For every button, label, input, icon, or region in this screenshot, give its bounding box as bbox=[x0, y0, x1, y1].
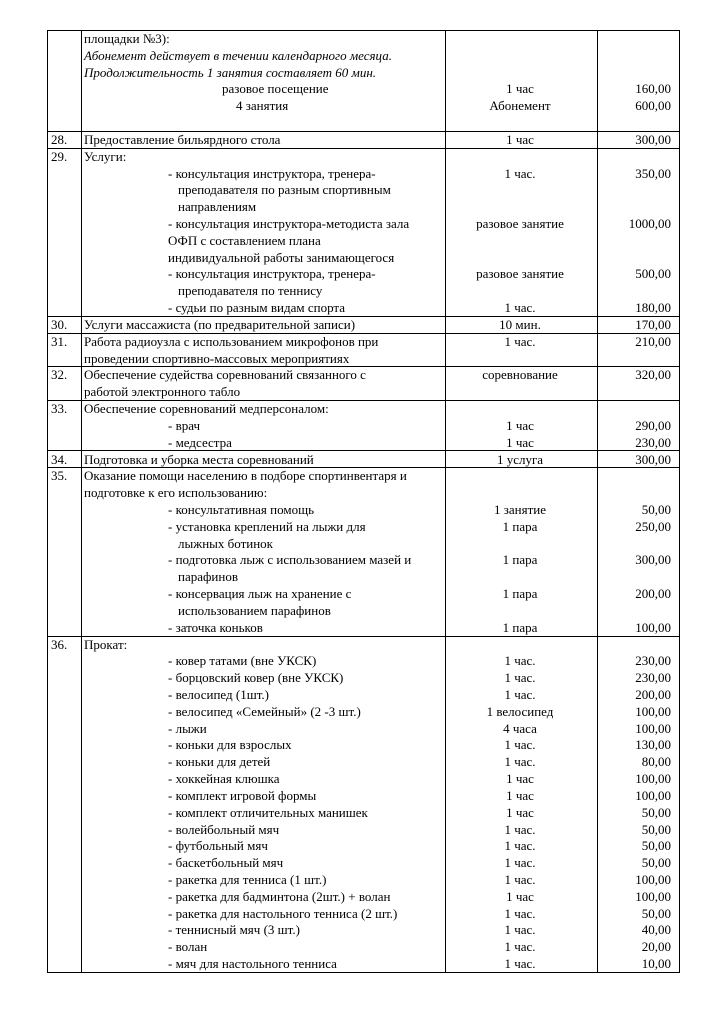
row-number: 33. bbox=[51, 401, 68, 417]
item-price: 50,00 bbox=[641, 501, 671, 517]
item-price: 80,00 bbox=[641, 754, 671, 770]
item-price: 50,00 bbox=[641, 804, 671, 820]
item-description: лыжных ботинок bbox=[178, 535, 273, 551]
item-unit: 1 пара bbox=[502, 586, 538, 602]
item-description: Прокат: bbox=[84, 636, 128, 652]
item-unit: 1 час. bbox=[504, 670, 536, 686]
item-unit: 1 час. bbox=[504, 939, 536, 955]
item-price: 50,00 bbox=[641, 855, 671, 871]
item-description: Обеспечение соревнований медперсоналом: bbox=[84, 401, 329, 417]
item-description: - судьи по разным видам спорта bbox=[168, 300, 346, 316]
column-rule bbox=[81, 30, 82, 973]
item-unit: 1 час bbox=[506, 787, 534, 803]
item-unit: 1 час. bbox=[504, 165, 536, 181]
row-number: 34. bbox=[51, 451, 68, 467]
column-rule bbox=[597, 30, 598, 973]
item-description: подготовке к его использованию: bbox=[84, 485, 268, 501]
row-number: 32. bbox=[51, 367, 68, 383]
item-unit: 1 пара bbox=[502, 619, 538, 635]
item-description: Подготовка и уборка места соревнований bbox=[84, 451, 314, 467]
item-description: работой электронного табло bbox=[84, 384, 241, 400]
item-price: 100,00 bbox=[635, 771, 671, 787]
item-price: 100,00 bbox=[635, 703, 671, 719]
item-description: - мяч для настольного тенниса bbox=[168, 956, 337, 972]
row-number: 30. bbox=[51, 316, 68, 332]
column-rule bbox=[47, 30, 48, 973]
item-description: - консервация лыж на хранение с bbox=[168, 586, 352, 602]
item-price: 250,00 bbox=[635, 518, 671, 534]
item-description: - ковер татами (вне УКСК) bbox=[168, 653, 317, 669]
item-price: 320,00 bbox=[635, 367, 671, 383]
item-unit: 1 час. bbox=[504, 905, 536, 921]
item-unit: 1 час bbox=[506, 131, 534, 147]
item-price: 300,00 bbox=[635, 451, 671, 467]
item-unit: 1 час. bbox=[504, 838, 536, 854]
item-description: - волан bbox=[168, 939, 208, 955]
item-description: - консультация инструктора-методиста зала bbox=[168, 216, 410, 232]
item-description: - заточка коньков bbox=[168, 619, 263, 635]
item-unit: 10 мин. bbox=[499, 316, 541, 332]
item-unit: разовое занятие bbox=[476, 216, 564, 232]
item-unit: 1 велосипед bbox=[486, 703, 554, 719]
item-description: площадки №3): bbox=[84, 31, 170, 46]
item-description: - коньки для взрослых bbox=[168, 737, 292, 753]
item-price: 600,00 bbox=[635, 98, 671, 114]
item-price: 100,00 bbox=[635, 787, 671, 803]
item-unit: 1 час bbox=[506, 771, 534, 787]
item-price: 180,00 bbox=[635, 300, 671, 316]
item-unit: 1 час. bbox=[504, 300, 536, 316]
item-description: - консультативная помощь bbox=[168, 501, 315, 517]
item-description: - теннисный мяч (3 шт.) bbox=[168, 922, 300, 938]
item-price: 230,00 bbox=[635, 653, 671, 669]
item-unit: 1 час bbox=[506, 417, 534, 433]
item-description: - комплект отличительных манишек bbox=[168, 804, 368, 820]
item-unit: 1 час. bbox=[504, 956, 536, 972]
item-description: - медсестра bbox=[168, 434, 232, 450]
item-price: 100,00 bbox=[635, 872, 671, 887]
item-unit: 1 час. bbox=[504, 653, 536, 669]
item-unit: 1 час bbox=[506, 888, 534, 904]
item-price: 290,00 bbox=[635, 417, 671, 433]
item-price: 50,00 bbox=[641, 821, 671, 837]
item-unit: 1 час. bbox=[504, 333, 536, 349]
item-unit: 1 час. bbox=[504, 855, 536, 871]
item-unit: 1 пара bbox=[502, 518, 538, 534]
item-description: использованием парафинов bbox=[178, 602, 331, 618]
item-price: 20,00 bbox=[641, 939, 671, 955]
item-description: Продолжительность 1 занятия составляет 60 мин. bbox=[84, 64, 377, 80]
item-description: - велосипед «Семейный» (2 -3 шт.) bbox=[168, 703, 361, 719]
column-rule bbox=[445, 30, 446, 973]
item-description: - борцовский ковер (вне УКСК) bbox=[168, 670, 344, 686]
item-price: 100,00 bbox=[635, 888, 671, 904]
item-price: 230,00 bbox=[635, 670, 671, 686]
item-description: Абонемент действует в течении календарного месяца. bbox=[84, 47, 392, 63]
item-price: 130,00 bbox=[635, 737, 671, 753]
item-price: 200,00 bbox=[635, 686, 671, 702]
item-unit: 1 час bbox=[506, 804, 534, 820]
item-price: 1000,00 bbox=[628, 216, 671, 232]
item-description: - хоккейная клюшка bbox=[168, 771, 280, 787]
item-description: - установка креплений на лыжи для bbox=[168, 518, 366, 534]
item-price: 210,00 bbox=[635, 333, 671, 349]
item-description: индивидуальной работы занимающегося bbox=[168, 249, 395, 265]
item-unit: 1 услуга bbox=[496, 451, 544, 467]
item-description: - ракетка для тенниса (1 шт.) bbox=[168, 872, 327, 887]
item-description: - врач bbox=[168, 417, 201, 433]
item-description: - ракетка для бадминтона (2шт.) + волан bbox=[168, 888, 391, 904]
row-number: 29. bbox=[51, 148, 68, 164]
item-description: преподавателя по разным спортивным bbox=[178, 182, 391, 198]
row-divider bbox=[47, 148, 679, 149]
item-unit: 1 занятие bbox=[494, 501, 546, 517]
item-description: - консультация инструктора, тренера- bbox=[168, 266, 376, 282]
item-price: 350,00 bbox=[635, 165, 671, 181]
item-price: 50,00 bbox=[641, 838, 671, 854]
item-price: 500,00 bbox=[635, 266, 671, 282]
item-description: Услуги массажиста (по предварительной записи) bbox=[84, 316, 356, 332]
item-description: - коньки для детей bbox=[168, 754, 271, 770]
item-description: ОФП с составлением плана bbox=[168, 232, 321, 248]
item-description: Оказание помощи населению в подборе спортинвентаря и bbox=[84, 468, 407, 484]
item-description: - комплект игровой формы bbox=[168, 787, 317, 803]
item-unit: 1 час bbox=[506, 81, 534, 97]
item-unit: 1 час. bbox=[504, 922, 536, 938]
row-divider bbox=[47, 972, 679, 973]
item-unit: 1 час. bbox=[504, 821, 536, 837]
item-price: 200,00 bbox=[635, 586, 671, 602]
item-price: 170,00 bbox=[635, 316, 671, 332]
item-description: разовое посещение bbox=[222, 81, 329, 97]
item-description: парафинов bbox=[178, 569, 238, 585]
item-description: проведении спортивно-массовых мероприятиях bbox=[84, 350, 350, 366]
item-price: 100,00 bbox=[635, 720, 671, 736]
row-number: 28. bbox=[51, 131, 68, 147]
item-description: - лыжи bbox=[168, 720, 207, 736]
item-description: - футбольный мяч bbox=[168, 838, 268, 854]
item-unit: 1 час. bbox=[504, 686, 536, 702]
item-description: - волейбольный мяч bbox=[168, 821, 280, 837]
item-description: - консультация инструктора, тренера- bbox=[168, 165, 376, 181]
item-description: Предоставление бильярдного стола bbox=[84, 131, 281, 147]
item-description: 4 занятия bbox=[236, 98, 289, 114]
item-description: Обеспечение судейства соревнований связанного с bbox=[84, 367, 366, 383]
item-unit: 1 час. bbox=[504, 872, 536, 887]
column-rule bbox=[679, 30, 680, 973]
item-description: направлениям bbox=[178, 199, 257, 215]
item-unit: 4 часа bbox=[503, 720, 537, 736]
item-unit: разовое занятие bbox=[476, 266, 564, 282]
row-number: 31. bbox=[51, 333, 68, 349]
row-divider bbox=[47, 636, 679, 637]
item-price: 40,00 bbox=[641, 922, 671, 938]
item-unit: Абонемент bbox=[489, 98, 551, 114]
item-description: - подготовка лыж с использованием мазей и bbox=[168, 552, 412, 568]
item-description: - ракетка для настольного тенниса (2 шт.) bbox=[168, 905, 398, 921]
row-number: 36. bbox=[51, 636, 68, 652]
item-unit: 1 час bbox=[506, 434, 534, 450]
item-price: 160,00 bbox=[635, 81, 671, 97]
row-number: 35. bbox=[51, 468, 68, 484]
item-price: 300,00 bbox=[635, 552, 671, 568]
item-description: - велосипед (1шт.) bbox=[168, 686, 269, 702]
item-unit: 1 час. bbox=[504, 754, 536, 770]
item-unit: соревнование bbox=[482, 367, 558, 383]
item-description: преподавателя по теннису bbox=[178, 283, 323, 299]
item-price: 300,00 bbox=[635, 131, 671, 147]
item-description: Услуги: bbox=[84, 148, 127, 164]
item-description: - баскетбольный мяч bbox=[168, 855, 284, 871]
item-description: Работа радиоузла с использованием микрофонов при bbox=[84, 333, 379, 349]
item-price: 100,00 bbox=[635, 619, 671, 635]
item-unit: 1 час. bbox=[504, 737, 536, 753]
item-price: 50,00 bbox=[641, 905, 671, 921]
item-price: 230,00 bbox=[635, 434, 671, 450]
item-price: 10,00 bbox=[641, 956, 671, 972]
item-unit: 1 пара bbox=[502, 552, 538, 568]
